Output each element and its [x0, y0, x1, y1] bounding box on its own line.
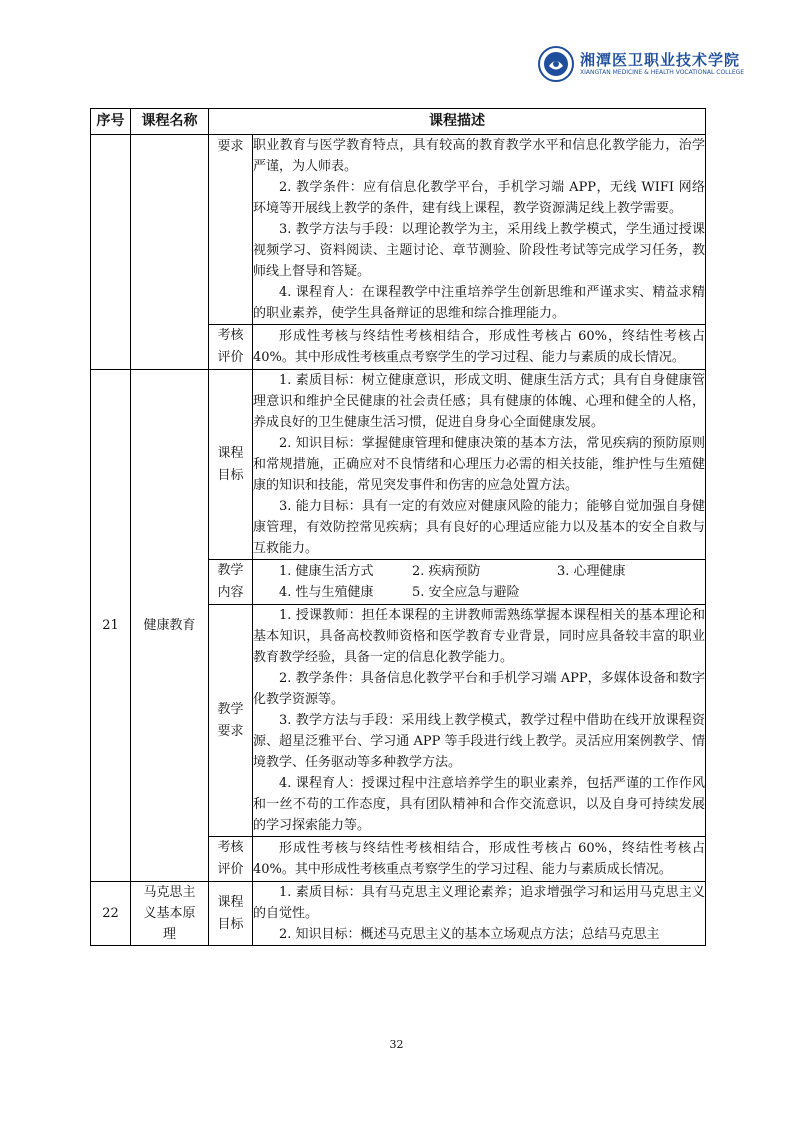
desc-line: 1. 素质目标：具有马克思主义理论素养；追求增强学习和运用马克思主义的自觉性。 [253, 885, 705, 921]
evaluation-description [253, 837, 706, 882]
course-name: 健康教育 [131, 370, 209, 882]
page-number: 32 [389, 1038, 404, 1051]
desc-line: 2. 教学条件：应有信息化教学平台，手机学习端 APP，无线 WIFI 网络环境等开展线上教学的条件，建有线上课程，教学资源满足线上教学需要。 [253, 180, 705, 216]
label-line: 考核 [217, 328, 244, 343]
logo-english-name: XIANGTAN MEDICINE & HEALTH VOCATIONAL COLLEGE [580, 69, 745, 76]
table-header-row [91, 109, 706, 135]
logo-chinese-name: 湘潭医卫职业技术学院 [580, 51, 741, 69]
desc-line: 形成性考核与终结性考核相结合，形成性考核占 60%，终结性考核占 40%。其中形成性考核重点考察学生的学习过程、能力与素质成长情况。 [253, 841, 705, 877]
table-row [91, 882, 706, 946]
desc-line: 3. 能力目标：具有一定的有效应对健康风险的能力；能够自觉加强自身健康管理，有效防控常见疾病；具有良好的心理适应能力以及基本的安全自救与互救能力。 [253, 499, 705, 556]
desc-line: 2. 知识目标：掌握健康管理和健康决策的基本方法，常见疾病的预防原则和常规措施，正确应对不良情绪和心理压力必需的相关技能，维护性与生殖健康的知识和技能，常见突发事件和伤害的应急处置方法。 [253, 436, 705, 493]
row-label-content [209, 560, 253, 605]
row-label-evaluation [209, 837, 253, 882]
row-label-requirements: 要求 [209, 135, 253, 325]
label-line: 评价 [217, 350, 244, 365]
course-name: 马克思主义基本原理 [131, 882, 209, 946]
desc-line: 2. 教学条件：具备信息化教学平台和手机学习端 APP，多媒体设备和数字化教学资源等。 [253, 671, 705, 707]
content-line [253, 561, 705, 582]
content-description [253, 560, 706, 605]
table-row [91, 370, 706, 560]
label-line: 教学 [217, 701, 244, 717]
content-item: 2. 疾病预防 [412, 564, 481, 579]
content-item: 1. 健康生活方式 [279, 564, 374, 579]
label-line: 课程 [217, 445, 244, 461]
requirements-description [253, 135, 706, 325]
label-line: 评价 [217, 862, 244, 877]
desc-line: 3. 教学方法与手段：以理论教学为主，采用线上教学模式，学生通过授课视频学习、资料阅读、主题讨论、章节测验、阶段性考试等完成学习任务，教师线上督导和答疑。 [253, 222, 705, 279]
evaluation-description [253, 325, 706, 370]
row-label-goals [209, 370, 253, 560]
row-label-evaluation [209, 325, 253, 370]
content-item: 3. 心理健康 [557, 564, 626, 579]
label-line: 考核 [217, 840, 244, 855]
goals-description [253, 370, 706, 560]
header-course-name: 课程名称 [131, 109, 209, 135]
content-item: 4. 性与生殖健康 [279, 585, 374, 600]
requirements-description [253, 605, 706, 837]
header-index: 序号 [91, 109, 131, 135]
label-line: 内容 [217, 585, 244, 600]
desc-line: 2. 知识目标：概述马克思主义的基本立场观点方法；总结马克思主 [279, 927, 660, 942]
content-line [253, 582, 705, 603]
label-line: 要求 [217, 723, 244, 739]
course-table [90, 108, 706, 946]
goals-description [253, 882, 706, 946]
header-course-desc: 课程描述 [209, 109, 706, 135]
desc-line: 4. 课程育人：在课程教学中注重培养学生创新思维和严谨求实、精益求精的职业素养，使学生具备辩证的思维和综合推理能力。 [253, 285, 705, 321]
index-cell-empty [91, 135, 131, 370]
course-index: 22 [91, 882, 131, 946]
row-label-requirements [209, 605, 253, 837]
label-line: 目标 [217, 467, 244, 483]
course-index: 21 [91, 370, 131, 882]
label-line: 课程 [217, 894, 244, 910]
content-item: 5. 安全应急与避险 [412, 585, 520, 600]
college-seal-icon [538, 46, 574, 82]
name-cell-empty [131, 135, 209, 370]
desc-line: 3. 教学方法与手段：采用线上教学模式，教学过程中借助在线开放课程资源、超星泛雅平台、学习通 APP 等手段进行线上教学。灵活应用案例教学、情境教学、任务驱动等多种教学方法。 [253, 713, 705, 770]
desc-line: 职业教育与医学教育特点，具有较高的教育教学水平和信息化教学能力，治学严谨，为人师表。 [253, 138, 705, 174]
label-line: 目标 [217, 916, 244, 932]
label-line: 教学 [217, 563, 244, 578]
desc-line: 1. 素质目标：树立健康意识，形成文明、健康生活方式；具有自身健康管理意识和维护全民健康的社会责任感；具有健康的体魄、心理和健全的人格，养成良好的卫生健康生活习惯，促进自身身心全面健康发展。 [253, 373, 705, 430]
row-label-goals [209, 882, 253, 946]
college-logo [538, 46, 745, 84]
desc-line: 形成性考核与终结性考核相结合，形成性考核占 60%，终结性考核占 40%。其中形成性考核重点考察学生的学习过程、能力与素质的成长情况。 [253, 329, 705, 365]
table-row [91, 135, 706, 325]
desc-line: 4. 课程育人：授课过程中注意培养学生的职业素养，包括严谨的工作作风和一丝不苟的工作态度，具有团队精神和合作交流意识，以及自身可持续发展的学习探索能力等。 [253, 776, 705, 833]
desc-line: 1. 授课教师：担任本课程的主讲教师需熟练掌握本课程相关的基本理论和基本知识，具备高校教师资格和医学教育专业背景，同时应具备较丰富的职业教育教学经验，具备一定的信息化教学能力。 [253, 608, 705, 665]
